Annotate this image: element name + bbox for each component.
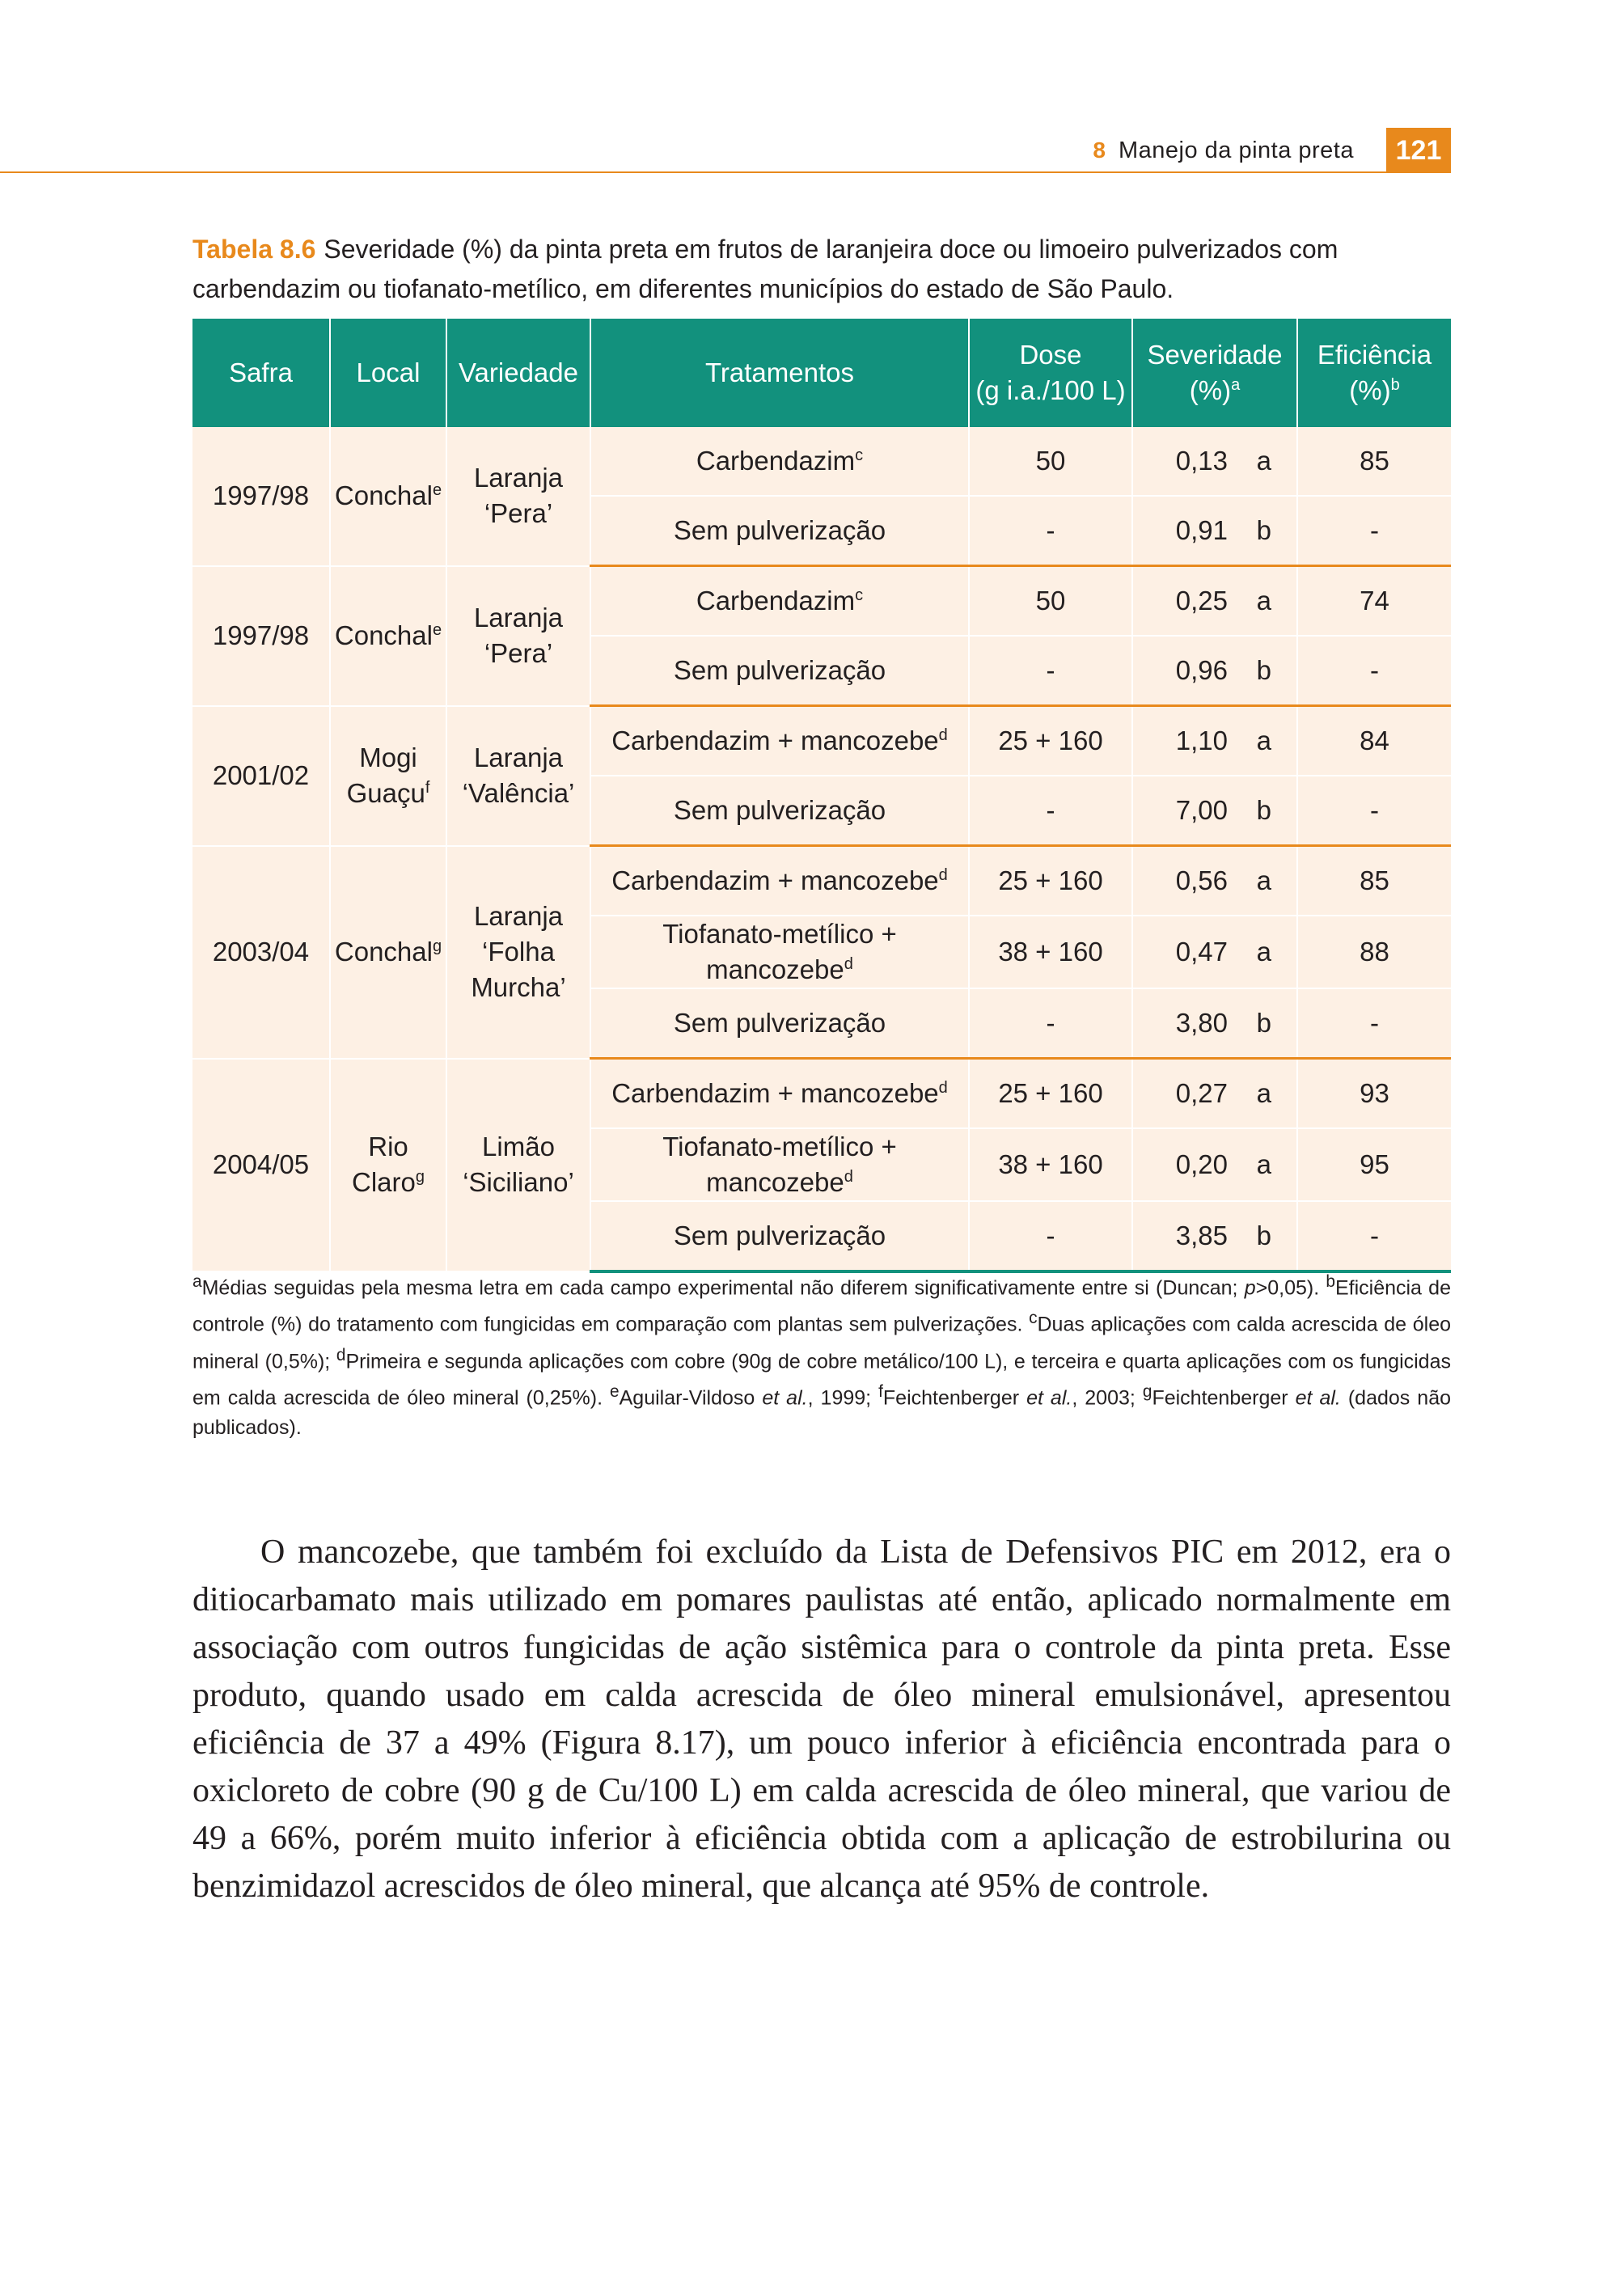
cell-variedade: Laranja ‘Valência’	[446, 706, 590, 846]
cell-severidade: 0,91 b	[1132, 496, 1297, 566]
table-row	[192, 1059, 1451, 1129]
cell-local: Rio Claro$^g$	[330, 1059, 446, 1272]
header-rule	[0, 171, 1451, 173]
cell-variedade: Laranja ‘Pera’	[446, 566, 590, 706]
cell-safra: 1997/98	[192, 427, 330, 566]
cell-tratamento: Carbendazim + mancozebe$^d$	[590, 1059, 969, 1129]
cell-severidade: 0,25 a	[1132, 566, 1297, 637]
caption-label: Tabela 8.6	[192, 235, 316, 264]
col-header-dose: Dose (g i.a./100 L)	[969, 319, 1132, 427]
cell-dose: 38 + 160	[969, 1128, 1132, 1201]
cell-eficiencia: -	[1297, 776, 1451, 846]
cell-eficiencia: 95	[1297, 1128, 1451, 1201]
cell-tratamento: Sem pulverização	[590, 988, 969, 1059]
cell-dose: -	[969, 776, 1132, 846]
footnote-text: $^a$Médias seguidas pela mesma letra em cada campo experimental não diferem significativamente entre si (Duncan; p>0,05). $^b$Eficiência de controle (%) do tratamento com fungicidas em comparação com plantas sem pulverizações. $^c$Duas aplicações com calda acrescida de óleo mineral (0,5%); $^d$Primeira e segunda aplicações com cobre (90g de cobre metálico/100 L), e terceira e quarta aplicações com os fungicidas em calda acrescida de óleo mineral (0,25%). $^e$Aguilar-Vildoso et al., 1999; $^f$Feichtenberger et al., 2003; $^g$Feichtenberger et al. (dados não publicados).	[192, 1272, 1452, 1440]
body-paragraph: O mancozebe, que também foi excluído da Lista de Defensivos PIC em 2012, era o ditiocarbamato mais utilizado em pomares paulistas até então, aplicado normalmente em associação com outros fungicidas de ação sistêmica para o controle da pinta preta. Esse produto, quando usado em calda acrescida de óleo mineral emulsionável, apresentou eficiência de 37 a 49% (Figura 8.17), um pouco inferior à eficiência encontrada para o oxicloreto de cobre (90 g de Cu/100 L) em calda acrescida de óleo mineral, que variou de 49 a 66%, porém muito inferior à eficiência obtida com a aplicação de estrobilurina ou benzimidazol acrescidos de óleo mineral, que alcança até 95% de controle.	[192, 1534, 1451, 1905]
cell-eficiencia: -	[1297, 988, 1451, 1059]
cell-safra: 2004/05	[192, 1059, 330, 1272]
cell-tratamento: Sem pulverização	[590, 496, 969, 566]
cell-eficiencia: 88	[1297, 916, 1451, 988]
cell-tratamento: Tiofanato-metílico + mancozebe$^d$	[590, 1128, 969, 1201]
cell-local: Conchal$^e$	[330, 566, 446, 706]
cell-local: Conchal$^e$	[330, 427, 446, 566]
table-row	[192, 846, 1451, 916]
cell-severidade: 0,27 a	[1132, 1059, 1297, 1129]
severity-table	[192, 319, 1451, 1273]
cell-tratamento: Sem pulverização	[590, 1201, 969, 1271]
cell-severidade: 3,85 b	[1132, 1201, 1297, 1271]
running-header	[192, 128, 1451, 173]
cell-local: Conchal$^g$	[330, 846, 446, 1059]
table-footnotes	[192, 1267, 1451, 1443]
table-row	[192, 427, 1451, 496]
cell-eficiencia: 84	[1297, 706, 1451, 776]
cell-tratamento: Sem pulverização	[590, 776, 969, 846]
cell-severidade: 3,80 b	[1132, 988, 1297, 1059]
cell-severidade: 0,47 a	[1132, 916, 1297, 988]
caption-text: Severidade (%) da pinta preta em frutos de laranjeira doce ou limoeiro pulverizados com carbendazim ou tiofanato-metílico, em diferentes municípios do estado de São Paulo.	[192, 235, 1339, 303]
col-header-tratamentos: Tratamentos	[590, 319, 969, 427]
cell-dose: -	[969, 636, 1132, 706]
cell-dose: 25 + 160	[969, 846, 1132, 916]
cell-eficiencia: 85	[1297, 427, 1451, 496]
col-header-local: Local	[330, 319, 446, 427]
cell-dose: 25 + 160	[969, 706, 1132, 776]
table-caption	[192, 230, 1451, 309]
col-header-severidade: Severidade (%)$^a$	[1132, 319, 1297, 427]
cell-severidade: 0,96 b	[1132, 636, 1297, 706]
cell-variedade: Laranja ‘Pera’	[446, 427, 590, 566]
cell-severidade: 7,00 b	[1132, 776, 1297, 846]
cell-severidade: 0,56 a	[1132, 846, 1297, 916]
cell-eficiencia: -	[1297, 636, 1451, 706]
cell-tratamento: Sem pulverização	[590, 636, 969, 706]
cell-safra: 1997/98	[192, 566, 330, 706]
cell-variedade: Laranja ‘Folha Murcha’	[446, 846, 590, 1059]
col-header-variedade: Variedade	[446, 319, 590, 427]
table-row	[192, 566, 1451, 637]
cell-tratamento: Carbendazim + mancozebe$^d$	[590, 706, 969, 776]
cell-dose: 50	[969, 566, 1132, 637]
table-row	[192, 706, 1451, 776]
table-header-row	[192, 319, 1451, 427]
cell-eficiencia: 93	[1297, 1059, 1451, 1129]
cell-eficiencia: 85	[1297, 846, 1451, 916]
cell-tratamento: Carbendazim$^c$	[590, 566, 969, 637]
cell-dose: -	[969, 1201, 1132, 1271]
cell-dose: -	[969, 496, 1132, 566]
cell-severidade: 0,13 a	[1132, 427, 1297, 496]
cell-tratamento: Carbendazim + mancozebe$^d$	[590, 846, 969, 916]
cell-tratamento: Tiofanato-metílico + mancozebe$^d$	[590, 916, 969, 988]
cell-safra: 2001/02	[192, 706, 330, 846]
cell-safra: 2003/04	[192, 846, 330, 1059]
chapter-title: Manejo da pinta preta	[1118, 137, 1354, 163]
cell-eficiencia: -	[1297, 1201, 1451, 1271]
cell-eficiencia: 74	[1297, 566, 1451, 637]
cell-dose: 50	[969, 427, 1132, 496]
cell-variedade: Limão ‘Siciliano’	[446, 1059, 590, 1272]
col-header-eficiencia: Eficiência (%)$^b$	[1297, 319, 1451, 427]
cell-dose: -	[969, 988, 1132, 1059]
cell-local: Mogi Guaçu$^f$	[330, 706, 446, 846]
cell-eficiencia: -	[1297, 496, 1451, 566]
chapter-number: 8	[1093, 137, 1106, 163]
cell-severidade: 1,10 a	[1132, 706, 1297, 776]
cell-dose: 38 + 160	[969, 916, 1132, 988]
cell-severidade: 0,20 a	[1132, 1128, 1297, 1201]
cell-dose: 25 + 160	[969, 1059, 1132, 1129]
page-number: 121	[1386, 128, 1451, 173]
cell-tratamento: Carbendazim$^c$	[590, 427, 969, 496]
col-header-safra: Safra	[192, 319, 330, 427]
